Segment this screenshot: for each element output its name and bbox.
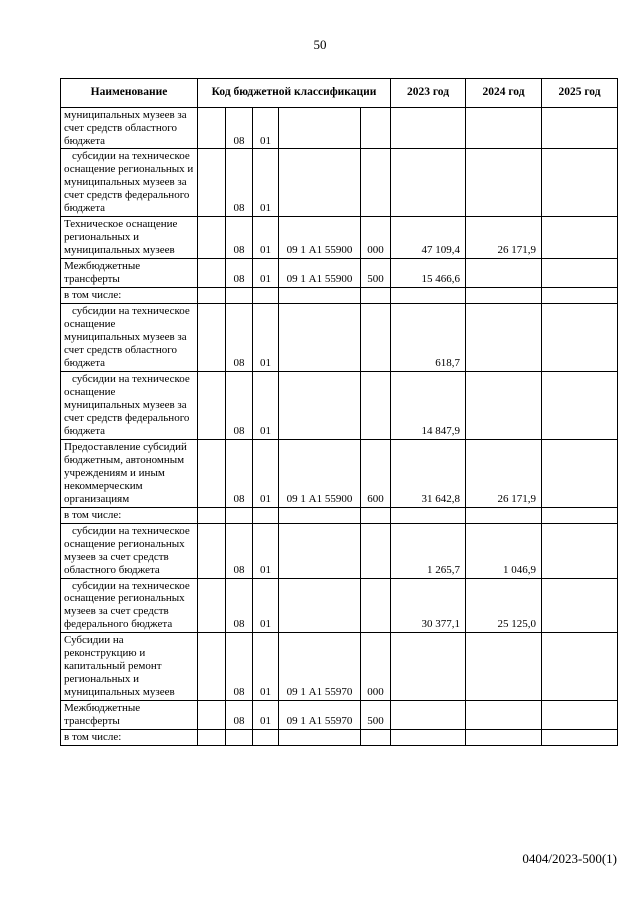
- name-cell: Межбюджетные трансферты: [61, 701, 198, 730]
- value-2024-cell: 25 125,0: [466, 578, 542, 633]
- name-cell: в том числе:: [61, 507, 198, 523]
- pr-cell: 01: [253, 523, 279, 578]
- gz-cell: [198, 288, 226, 304]
- vr-cell: [361, 371, 391, 439]
- csr-cell: [279, 371, 361, 439]
- value-2023-cell: [391, 107, 466, 149]
- pr-cell: 01: [253, 149, 279, 217]
- value-2025-cell: [542, 304, 618, 372]
- csr-cell: 09 1 А1 55900: [279, 259, 361, 288]
- value-2023-cell: [391, 507, 466, 523]
- vr-cell: 000: [361, 633, 391, 701]
- table-row: [61, 730, 618, 746]
- vr-cell: [361, 507, 391, 523]
- csr-cell: [279, 523, 361, 578]
- value-2023-cell: 31 642,8: [391, 439, 466, 507]
- table-header-row: [61, 79, 618, 108]
- header-year-2023: 2023 год: [391, 79, 466, 108]
- csr-cell: [279, 288, 361, 304]
- value-2025-cell: [542, 217, 618, 259]
- value-2023-cell: 14 847,9: [391, 371, 466, 439]
- page-number: 50: [313, 37, 327, 52]
- gz-cell: [198, 730, 226, 746]
- header-year-2024: 2024 год: [466, 79, 542, 108]
- value-2024-cell: 26 171,9: [466, 439, 542, 507]
- gz-cell: [198, 217, 226, 259]
- name-cell: Техническое оснащение региональных и муниципальных музеев: [61, 217, 198, 259]
- value-2023-cell: 47 109,4: [391, 217, 466, 259]
- table-row: [61, 701, 618, 730]
- pr-cell: 01: [253, 439, 279, 507]
- pr-cell: 01: [253, 371, 279, 439]
- gz-cell: [198, 259, 226, 288]
- csr-cell: [279, 507, 361, 523]
- gz-cell: [198, 304, 226, 372]
- pr-cell: [253, 288, 279, 304]
- header-year-2025: 2025 год: [542, 79, 618, 108]
- pr-cell: 01: [253, 701, 279, 730]
- rz-cell: 08: [226, 523, 253, 578]
- value-2025-cell: [542, 288, 618, 304]
- table-row: [61, 523, 618, 578]
- value-2025-cell: [542, 633, 618, 701]
- name-cell: субсидии на техническое оснащение региональных музеев за счет средств областного бюджета: [61, 523, 198, 578]
- table-row: [61, 149, 618, 217]
- table-row: [61, 507, 618, 523]
- pr-cell: 01: [253, 107, 279, 149]
- name-cell: Предоставление субсидий бюджетным, автономным учреждениям и иным некоммерческим организациям: [61, 439, 198, 507]
- csr-cell: 09 1 А1 55970: [279, 633, 361, 701]
- pr-cell: 01: [253, 217, 279, 259]
- rz-cell: 08: [226, 107, 253, 149]
- value-2025-cell: [542, 701, 618, 730]
- rz-cell: 08: [226, 633, 253, 701]
- name-cell: муниципальных музеев за счет средств областного бюджета: [61, 107, 198, 149]
- vr-cell: [361, 304, 391, 372]
- value-2025-cell: [542, 259, 618, 288]
- value-2024-cell: [466, 149, 542, 217]
- pr-cell: 01: [253, 259, 279, 288]
- table-row: [61, 633, 618, 701]
- name-cell: субсидии на техническое оснащение муниципальных музеев за счет средств областного бюджета: [61, 304, 198, 372]
- value-2025-cell: [542, 149, 618, 217]
- value-2024-cell: [466, 730, 542, 746]
- csr-cell: [279, 304, 361, 372]
- csr-cell: [279, 149, 361, 217]
- value-2024-cell: 26 171,9: [466, 217, 542, 259]
- vr-cell: 500: [361, 701, 391, 730]
- value-2025-cell: [542, 523, 618, 578]
- table-row: [61, 371, 618, 439]
- gz-cell: [198, 371, 226, 439]
- csr-cell: 09 1 А1 55900: [279, 217, 361, 259]
- pr-cell: 01: [253, 633, 279, 701]
- vr-cell: [361, 578, 391, 633]
- vr-cell: [361, 149, 391, 217]
- value-2023-cell: 618,7: [391, 304, 466, 372]
- vr-cell: 600: [361, 439, 391, 507]
- name-cell: Межбюджетные трансферты: [61, 259, 198, 288]
- name-cell: Субсидии на реконструкцию и капитальный ремонт региональных и муниципальных музеев: [61, 633, 198, 701]
- value-2025-cell: [542, 371, 618, 439]
- vr-cell: 500: [361, 259, 391, 288]
- rz-cell: 08: [226, 149, 253, 217]
- table-row: [61, 107, 618, 149]
- rz-cell: 08: [226, 439, 253, 507]
- value-2025-cell: [542, 507, 618, 523]
- document-code: 0404/2023-500(1): [522, 851, 617, 866]
- table-row: [61, 217, 618, 259]
- value-2024-cell: [466, 107, 542, 149]
- value-2024-cell: [466, 507, 542, 523]
- rz-cell: 08: [226, 371, 253, 439]
- pr-cell: [253, 730, 279, 746]
- table-body: [61, 107, 618, 746]
- value-2023-cell: [391, 288, 466, 304]
- name-cell: в том числе:: [61, 730, 198, 746]
- value-2024-cell: [466, 288, 542, 304]
- rz-cell: [226, 507, 253, 523]
- value-2025-cell: [542, 730, 618, 746]
- name-cell: субсидии на техническое оснащение региональных и муниципальных музеев за счет средств федерального бюджета: [61, 149, 198, 217]
- name-cell: субсидии на техническое оснащение муниципальных музеев за счет средств федерального бюджета: [61, 371, 198, 439]
- table-row: [61, 304, 618, 372]
- value-2025-cell: [542, 107, 618, 149]
- table-row: [61, 288, 618, 304]
- budget-table: [60, 78, 618, 746]
- value-2024-cell: [466, 701, 542, 730]
- rz-cell: [226, 288, 253, 304]
- gz-cell: [198, 523, 226, 578]
- gz-cell: [198, 633, 226, 701]
- gz-cell: [198, 107, 226, 149]
- rz-cell: 08: [226, 259, 253, 288]
- rz-cell: [226, 730, 253, 746]
- gz-cell: [198, 701, 226, 730]
- gz-cell: [198, 507, 226, 523]
- value-2023-cell: [391, 701, 466, 730]
- vr-cell: [361, 730, 391, 746]
- csr-cell: [279, 107, 361, 149]
- table-row: [61, 439, 618, 507]
- header-budget-code: Код бюджетной классификации: [198, 79, 391, 108]
- value-2024-cell: [466, 259, 542, 288]
- value-2023-cell: 1 265,7: [391, 523, 466, 578]
- csr-cell: 09 1 А1 55970: [279, 701, 361, 730]
- csr-cell: [279, 578, 361, 633]
- value-2025-cell: [542, 578, 618, 633]
- rz-cell: 08: [226, 701, 253, 730]
- vr-cell: 000: [361, 217, 391, 259]
- csr-cell: [279, 730, 361, 746]
- pr-cell: 01: [253, 304, 279, 372]
- value-2024-cell: 1 046,9: [466, 523, 542, 578]
- gz-cell: [198, 149, 226, 217]
- gz-cell: [198, 578, 226, 633]
- value-2024-cell: [466, 304, 542, 372]
- table-row: [61, 578, 618, 633]
- gz-cell: [198, 439, 226, 507]
- value-2025-cell: [542, 439, 618, 507]
- rz-cell: 08: [226, 578, 253, 633]
- rz-cell: 08: [226, 217, 253, 259]
- value-2023-cell: [391, 149, 466, 217]
- rz-cell: 08: [226, 304, 253, 372]
- vr-cell: [361, 107, 391, 149]
- value-2023-cell: [391, 730, 466, 746]
- csr-cell: 09 1 А1 55900: [279, 439, 361, 507]
- header-name: Наименование: [61, 79, 198, 108]
- vr-cell: [361, 288, 391, 304]
- pr-cell: [253, 507, 279, 523]
- value-2024-cell: [466, 633, 542, 701]
- name-cell: субсидии на техническое оснащение региональных музеев за счет средств федерального бюджета: [61, 578, 198, 633]
- pr-cell: 01: [253, 578, 279, 633]
- value-2023-cell: 15 466,6: [391, 259, 466, 288]
- value-2024-cell: [466, 371, 542, 439]
- name-cell: в том числе:: [61, 288, 198, 304]
- vr-cell: [361, 523, 391, 578]
- table-row: [61, 259, 618, 288]
- value-2023-cell: 30 377,1: [391, 578, 466, 633]
- value-2023-cell: [391, 633, 466, 701]
